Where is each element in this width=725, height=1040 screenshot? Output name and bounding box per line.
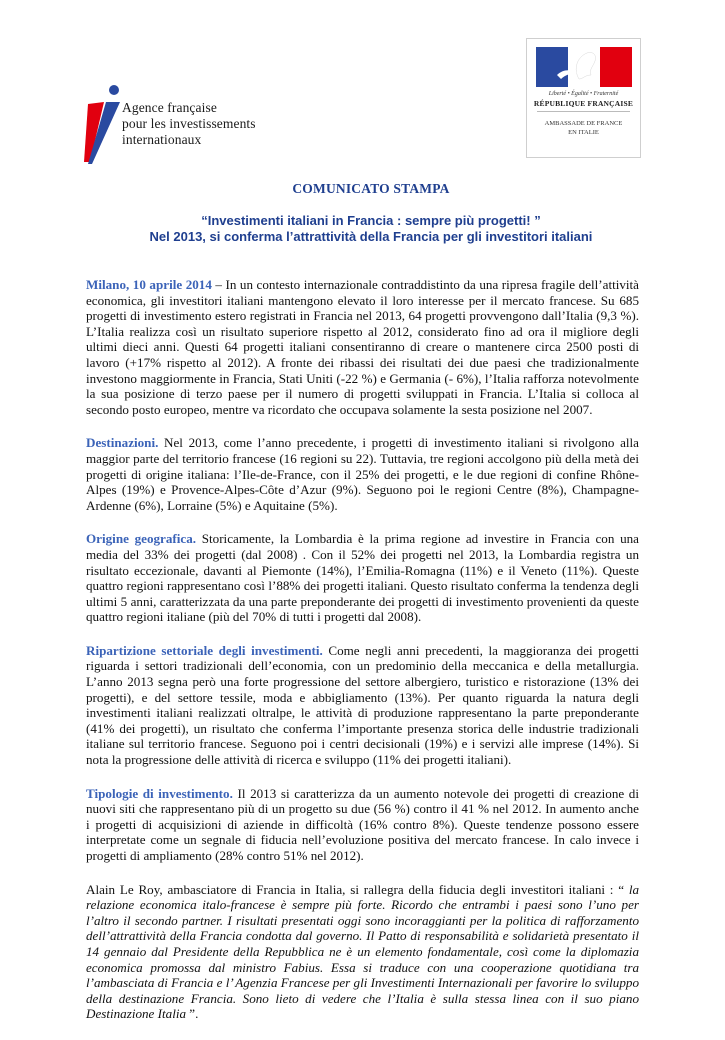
embassy-logo [526,38,641,158]
embassy-name-line-2: EN ITALIE [568,129,599,136]
paragraph-tipologie-text: Il 2013 si caratterizza da un aumento notevole dei progetti di creazione di nuovi siti che rappresentano più di un progetto su due (56 %) contro il 41 % nel 2012. In aumento anche i progetti di acquisizioni di aziende in difficoltà (16% contro 8%). Queste tendenze possono essere interpretate come un segnale di fiducia nell’evoluzione positiva del mercato francese. In calo invece i progetti di ampliamento (28% contro 51% nel 2012). [86,785,639,863]
agency-name [122,100,256,148]
embassy-name-line-1: AMBASSADE DE FRANCE [544,120,623,127]
headline [86,213,656,245]
headline-line-2: Nel 2013, si conferma l’attrattività della Francia per gli investitori italiani [149,229,593,244]
paragraph-origine [86,531,639,625]
paragraph-ripartizione-text: Come negli anni precedenti, la maggioranza dei progetti riguarda i settori tradizionali dell’economia, con un predominio della meccanica e della metallurgia. L’anno 2013 segna però una forte progressione del settore albergiero, turistico e ristorazione (13% dei progetti), e del settore tessile, moda e abbigliamento (13%). Per quanto riguarda la natura degli investimenti italiani realizzati oltralpe, le attività di produzione rappresentano la parte preponderante (41% dei progetti), un risultato che conferma l’importante presenza storica delle industrie tradizionali italiane sul territorio francese. Seguono poi i centri decisionali (19%) e i servizi alle imprese (14%). Si nota la progressione delle attività di ricerca e sviluppo (11% dei progetti italiani). [86,642,639,768]
republic-name: RÉPUBLIQUE FRANÇAISE [533,99,634,108]
section-lead-origine: Origine geografica. [86,531,197,547]
headline-line-1: “Investimenti italiani in Francia : sempre più progetti! ” [201,213,541,228]
paragraph-ripartizione [86,643,639,768]
paragraph-destinazioni [86,435,639,513]
document-label: COMUNICATO STAMPA [292,181,450,196]
quote-closing: ”. [186,1006,199,1022]
embassy-name [527,119,640,137]
agency-name-line-2: pour les investissements [122,116,256,131]
section-lead-destinazioni: Destinazioni. [86,435,159,451]
document-body [86,277,639,1040]
embassy-divider [537,111,630,112]
paragraph-intro [86,277,639,417]
marianne-flag-icon [527,39,640,91]
agency-name-line-3: internationaux [122,132,202,147]
paragraph-origine-text: Storicamente, la Lombardia è la prima regione ad investire in Francia con una media del 33% dei progetti (dal 2008) . Con il 52% dei progetti nel 2013, la Lombardia registra un risultato eccezionale, davanti al Piemonte (14%), l’Emilia-Romagna (11%) e il Veneto (11%). Queste quattro regioni rappresentano così l’88% dei progetti italiani. Questo risultato conferma la tendenza degli ultimi 5 anni, caratterizzata da una parte preponderante dei progetti di investimento provenienti da queste quattro regioni italiane (più del 70% di tutti i progetti dal 2008). [86,531,639,625]
paragraph-destinazioni-text: Nel 2013, come l’anno precedente, i progetti di investimento italiani si rivolgono alla maggior parte del territorio francese (16 regioni su 22). Tuttavia, tre regioni accolgono più della metà dei progetti di origine italiana: l’Ile-de-France, con il 25% dei progetti, e le due regioni di confine Rhône-Alpes (19%) e Provence-Alpes-Côte d’Azur (9%). Seguono poi le regioni Centre (8%), Champagne-Ardenne (6%), Lorraine (5%) e Aquitaine (5%). [86,435,639,513]
paragraph-tipologie [86,786,639,864]
section-lead-tipologie: Tipologie di investimento. [86,785,233,801]
paragraph-intro-text: – In un contesto internazionale contraddistinto da una ripresa fragile dell’attività economica, gli investitori italiani mantengono elevato il loro interesse per il mercato francese. Su 685 progetti di investimento estero registrati in Francia nel 2013, 64 progetti provvengono dall’Italia (9,3 %). L’Italia realizza così un risultato superiore rispetto al 2012, considerato fino ad ora il migliore degli ultimi dieci anni. Questi 64 progetti italiani consentiranno di creare o mantenere circa 2500 posti di lavoro (+17% rispetto al 2012). A fronte dei ribassi dei risultati dei due paesi che tradizionalmente investono maggiormente in Francia, Stati Uniti (-22 %) e Germania (- 6%), l’Italia rafforza notevolmente la sua posizione di terzo paese per il numero di progetti sviluppati in Francia. L’Italia si colloca al secondo posto europeo, mentre va ricordato che occupava solamente la sesta posizione nel 2007. [86,277,639,417]
paragraph-quote [86,882,639,1022]
dateline: Milano, 10 aprile 2014 [86,277,212,292]
title-block [86,181,656,245]
agency-logo-mark [82,84,122,164]
agency-name-line-1: Agence française [122,100,217,115]
ambassador-quote: la relazione economica italo-francese è sempre più forte. Ricordo che entrambi i paesi sono l’uno per l’altro il secondo partner. I risultati presentati oggi sono incoraggianti per la politica di rafforzamento dell’attrattività della Francia condotta dal governo. Il Patto di responsabilità e solidarietà presentato il 14 gennaio dal Presidente della Repubblica ne è un elemento fondamentale, così come la diplomazia economica promossa dal ministro Fabius. Essa si traduce con una cooperazione quotidiana tra l’ambasciata di Francia e l’ Agenzia Francese per gli Investimenti Internazionali per favorire lo sviluppo della destinazione Francia. Sono lieto di vedere che l’Italia è sulla stessa linea con il suo piano Destinazione Italia [86,881,639,1022]
quote-intro: Alain Le Roy, ambasciatore di Francia in Italia, si rallegra della fiducia degli investitori italiani : “ [86,881,629,897]
republic-motto: Liberté • Égalité • Fraternité [548,91,619,97]
section-lead-ripartizione: Ripartizione settoriale degli investimenti. [86,642,323,658]
